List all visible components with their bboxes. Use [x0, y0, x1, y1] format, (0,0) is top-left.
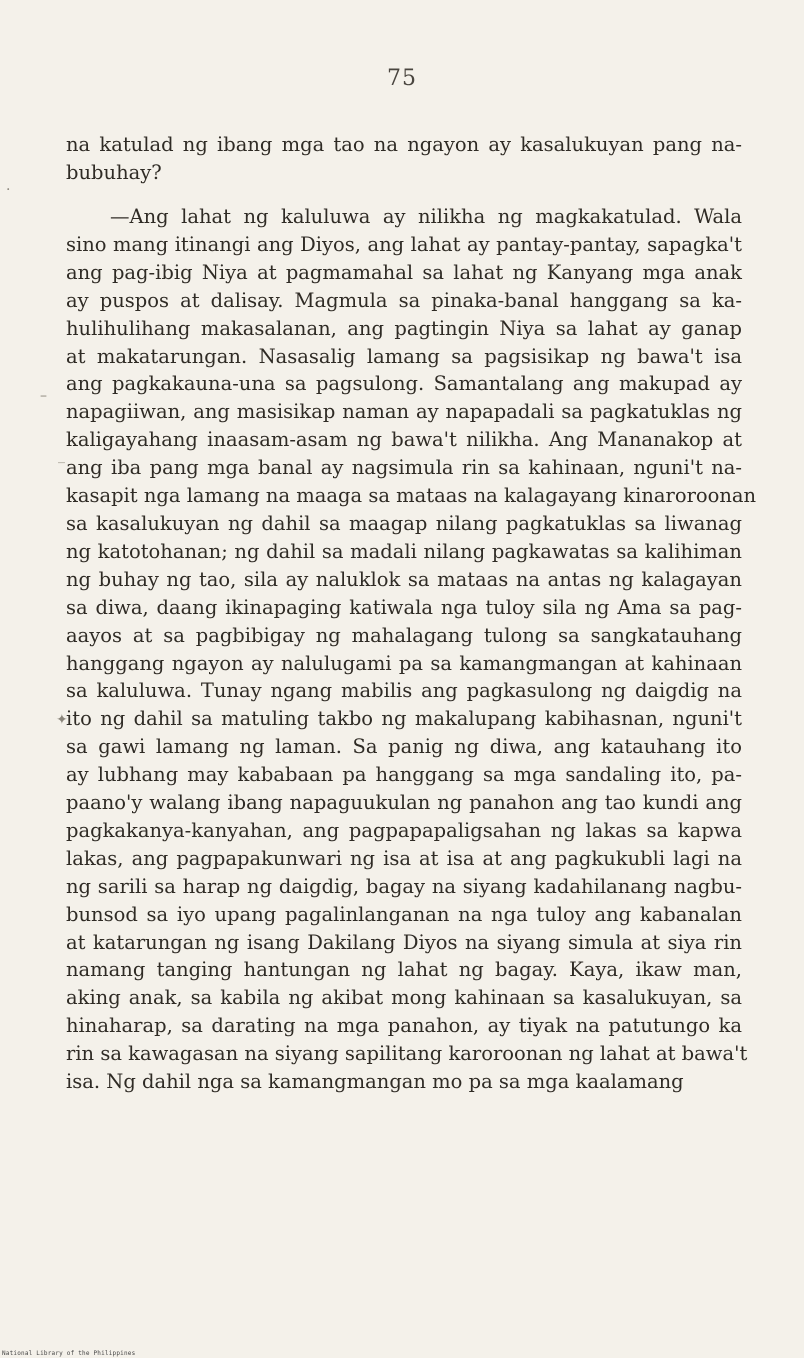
text-line: ang iba pang mga banal ay nagsimula rin sa kahinaan, nguni't na- [66, 456, 742, 480]
text-line: sino mang itinangi ang Diyos, ang lahat ay pantay-pantay, sapagka't [66, 232, 742, 256]
text-line: at katarungan ng isang Dakilang Diyos na siyang simula at siya rin [66, 930, 742, 954]
text-line: —Ang lahat ng kaluluwa ay nilikha ng magkakatulad. Wala [110, 205, 742, 228]
margin-speck: · [6, 182, 11, 198]
text-line: sa diwa, daang ikinapaging katiwala nga tuloy sila ng Ama sa pag- [66, 595, 742, 619]
text-line: at makatarungan. Nasasalig lamang sa pagsisikap ng bawa't isa [66, 344, 742, 368]
text-line: hulihulihang makasalanan, ang pagtingin Niya sa lahat ay ganap [66, 316, 742, 340]
text-line: pagkakanya-kanyahan, ang pagpapapaligsahan ng lakas sa kapwa [66, 818, 742, 842]
text-line: hanggang ngayon ay nalulugami pa sa kamangmangan at kahinaan [66, 651, 742, 675]
paragraph-1 [66, 131, 742, 187]
margin-dash: _ [58, 448, 65, 464]
text-line: ng buhay ng tao, sila ay naluklok sa mataas na antas ng kalagayan [66, 567, 742, 591]
text-line: kaligayahang inaasam-asam ng bawa't nilikha. Ang Mananakop at [66, 428, 742, 452]
text-line: ay puspos at dalisay. Magmula sa pinaka-banal hanggang sa ka- [66, 288, 742, 312]
page-number: 75 [387, 66, 417, 91]
text-line: hinaharap, sa darating na mga panahon, ay tiyak na patutungo ka [66, 1014, 742, 1038]
text-line: bunsod sa iyo upang pagalinlanganan na nga tuloy ang kabanalan [66, 902, 742, 926]
text-line: ang pag-ibig Niya at pagmamahal sa lahat ng Kanyang mga anak [66, 260, 742, 284]
text-line: namang tanging hantungan ng lahat ng bagay. Kaya, ikaw man, [66, 958, 742, 982]
text-line: napagiiwan, ang masisikap naman ay napapadali sa pagkatuklas ng [66, 400, 742, 424]
text-line: aayos at sa pagbibigay ng mahalagang tulong sa sangkatauhang [66, 623, 742, 647]
text-line: ang pagkakauna-una sa pagsulong. Samantalang ang makupad ay [66, 372, 742, 396]
paragraph-2 [66, 203, 757, 1096]
text-line: sa gawi lamang ng laman. Sa panig ng diwa, ang katauhang ito [66, 735, 742, 759]
text-line: isa. Ng dahil nga sa kamangmangan mo pa sa mga kaalamang [66, 1070, 684, 1094]
text-line: sa kasalukuyan ng dahil sa maagap nilang pagkatuklas sa liwanag [66, 511, 742, 535]
margin-dash: – [40, 388, 47, 404]
library-credit: National Library of the Philippines [2, 1350, 136, 1357]
text-line: sa kaluluwa. Tunay ngang mabilis ang pagkasulong ng daigdig na [66, 679, 742, 703]
text-line: rin sa kawagasan na siyang sapilitang karoroonan ng lahat at bawa't [66, 1042, 748, 1066]
text-line: ng katotohanan; ng dahil sa madali nilang pagkawatas sa kalihiman [66, 539, 742, 563]
text-line: aking anak, sa kabila ng akibat mong kahinaan sa kasalukuyan, sa [66, 986, 742, 1010]
text-line: kasapit nga lamang na maaga sa mataas na kalagayang kinaroroonan [66, 484, 757, 508]
text-line: paano'y walang ibang napaguukulan ng panahon ang tao kundi ang [66, 791, 742, 815]
text-line: ay lubhang may kababaan pa hanggang sa mga sandaling ito, pa- [66, 763, 742, 787]
text-line: bubuhay? [66, 160, 162, 184]
text-line: na katulad ng ibang mga tao na ngayon ay kasalukuyan pang na- [66, 133, 742, 156]
margin-speck: ✦ [56, 712, 68, 728]
text-line: ito ng dahil sa matuling takbo ng makalupang kabihasnan, nguni't [66, 707, 742, 731]
text-line: lakas, ang pagpapakunwari ng isa at isa at ang pagkukubli lagi na [66, 846, 742, 870]
text-line: ng sarili sa harap ng daigdig, bagay na siyang kadahilanang nagbu- [66, 874, 742, 898]
